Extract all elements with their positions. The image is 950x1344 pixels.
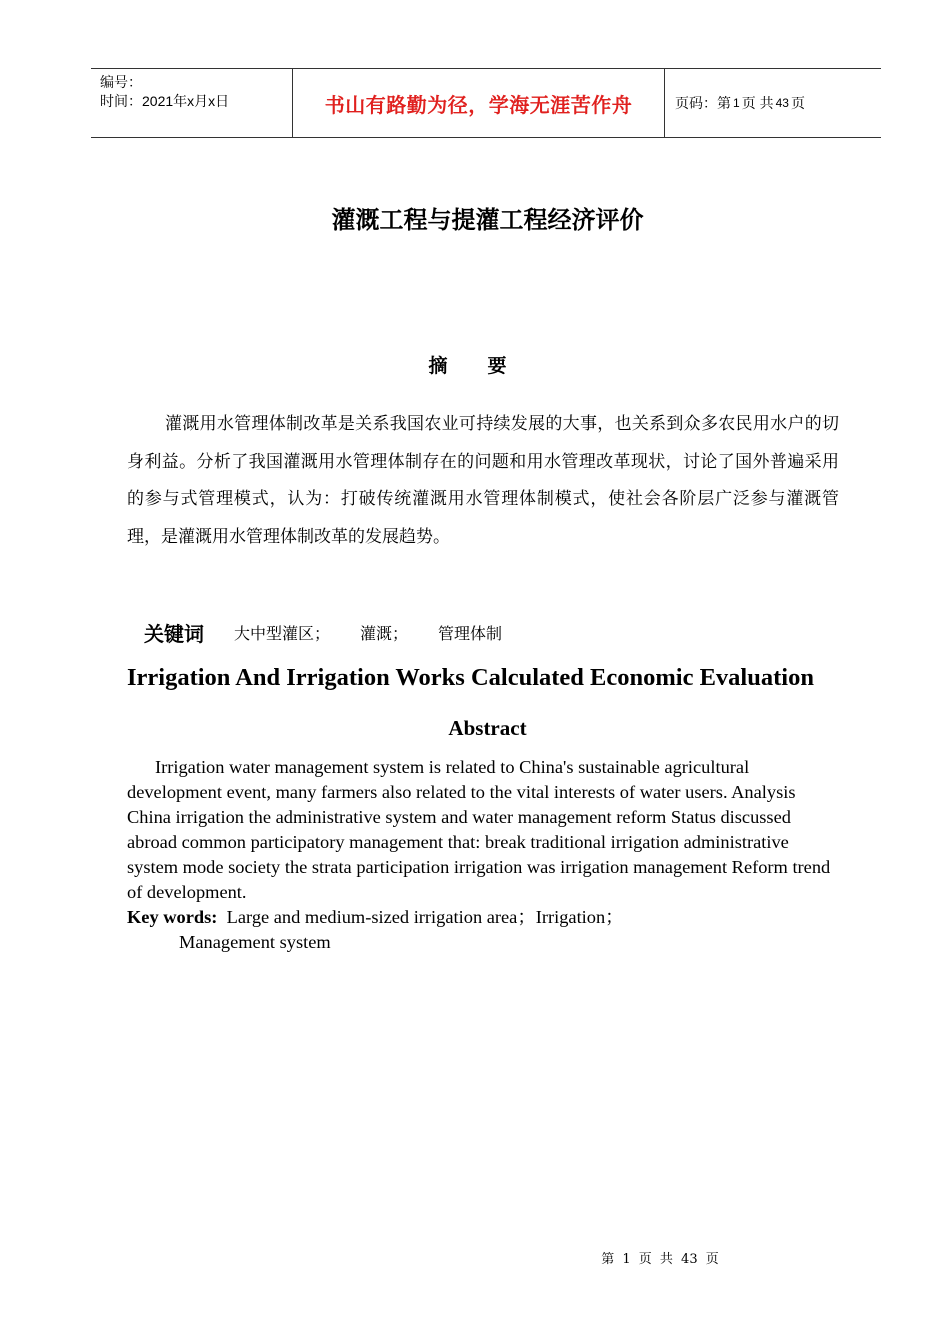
page-total: 43 <box>775 96 789 110</box>
keyword-cn-item: 大中型灌区； <box>234 624 331 643</box>
keywords-cn <box>144 618 532 647</box>
page-suffix: 页 <box>790 95 805 111</box>
page-footer: 第 1 页 共 43 页 <box>601 1252 719 1267</box>
header-table <box>91 68 881 138</box>
time-label: 时间：2021年x月x日 <box>100 93 230 109</box>
document-title-en: Irrigation And Irrigation Works Calculated Economic Evaluation <box>127 664 814 691</box>
document-title-cn: 灌溉工程与提灌工程经济评价 <box>331 206 644 234</box>
header-motto-cell <box>292 69 665 137</box>
serial-label: 编号： <box>100 74 142 90</box>
keywords-en-label: Key words: <box>127 907 218 927</box>
keywords-en-line1: Large and medium-sized irrigation area；Irrigation； <box>226 907 624 927</box>
keyword-cn-item: 管理体制 <box>438 624 503 643</box>
page-prefix: 页码：第 <box>675 95 731 111</box>
keywords-en-line2: Management system <box>179 932 331 952</box>
keywords-cn-label: 关键词 <box>144 622 204 646</box>
page-current: 1 <box>733 96 740 110</box>
abstract-heading-en: Abstract <box>448 716 527 740</box>
keyword-cn-item: 灌溉； <box>360 624 409 643</box>
page-mid: 页 共 <box>741 95 774 111</box>
header-motto: 书山有路勤为径，学海无涯苦作舟 <box>324 92 633 117</box>
header-meta <box>91 69 292 137</box>
abstract-body-en: Irrigation water management system is related to China's sustainable agricultural development event, many farmers also related to the vital interests of water users. Analysis China irrigation the administrative system and water management reform Status discussed abroad common participatory management that: break traditional irrigation administrative system mode society the strata participation irrigation was irrigation management Reform trend of development. <box>127 757 831 902</box>
abstract-body-cn: 灌溉用水管理体制改革是关系我国农业可持续发展的大事，也关系到众多农民用水户的切身利益。分析了我国灌溉用水管理体制存在的问题和用水管理改革现状，讨论了国外普遍采用的参与式管理模式，认为：打破传统灌溉用水管理体制模式，使社会各阶层广泛参与灌溉管理，是灌溉用水管理体制改革的发展趋势。 <box>127 414 839 547</box>
keywords-en <box>127 905 837 955</box>
abstract-heading-cn: 摘要 <box>428 355 547 377</box>
header-page-info <box>665 69 881 137</box>
